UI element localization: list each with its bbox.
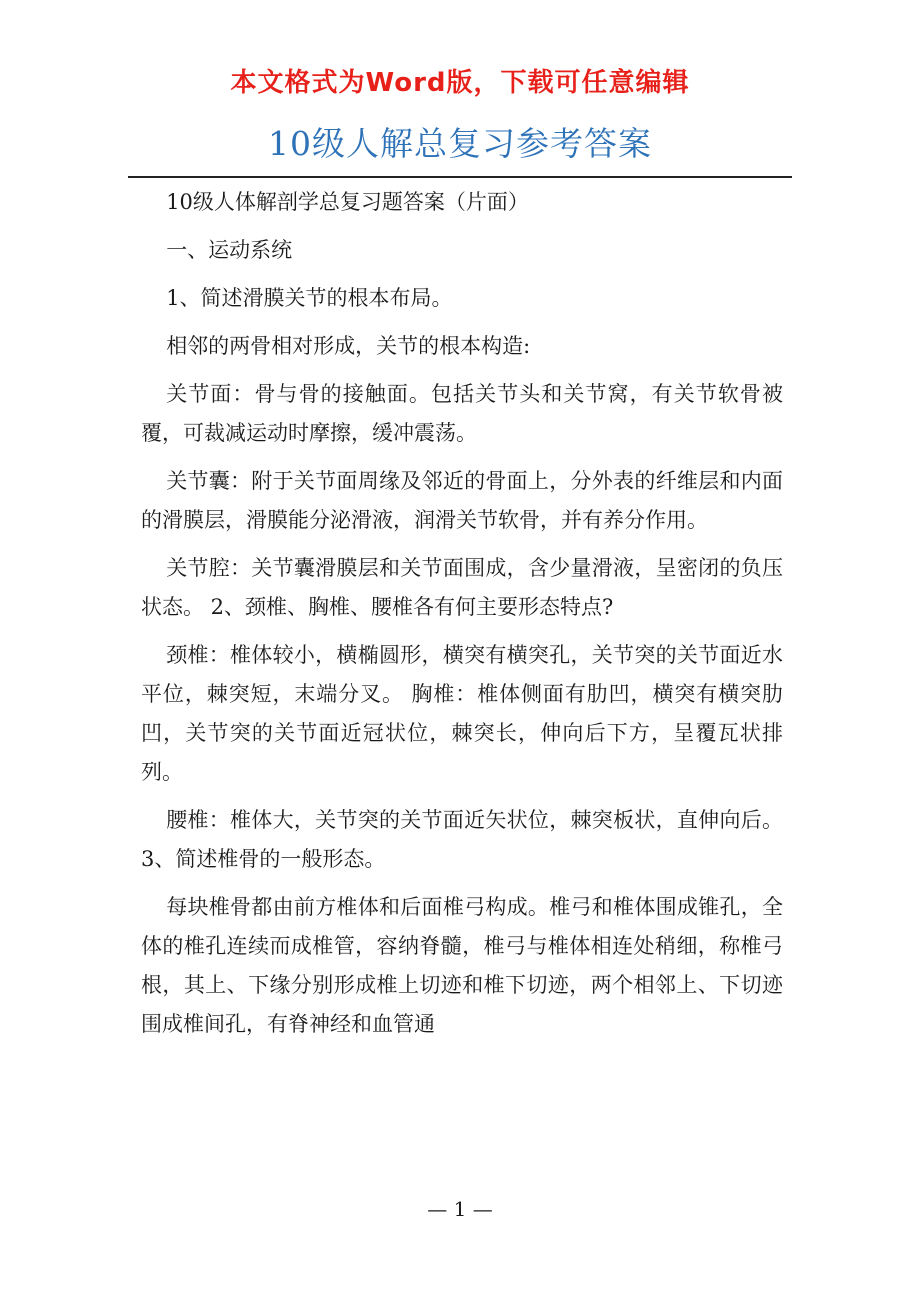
- paragraph-subtitle: 10级人体解剖学总复习题答案（片面）: [166, 190, 529, 214]
- document-body: [141, 183, 783, 1053]
- paragraph-joint-capsule: 关节囊：附于关节面周缘及邻近的骨面上，分外表的纤维层和内面的滑膜层，滑膜能分泌滑液，润滑关节软骨，并有养分作用。: [141, 469, 783, 532]
- paragraph-vertebra-form: 每块椎骨都由前方椎体和后面椎弓构成。椎弓和椎体围成锥孔，全体的椎孔连续而成椎管，容纳脊髓，椎弓与椎体相连处稍细，称椎弓根，其上、下缘分别形成椎上切迹和椎下切迹，两个相邻上、下切迹围成椎间孔，有脊神经和血管通: [141, 895, 783, 1036]
- paragraph-joint-cavity: 关节腔：关节囊滑膜层和关节面围成，含少量滑液，呈密闭的负压状态。 2、颈椎、胸椎、腰椎各有何主要形态特点?: [141, 556, 783, 619]
- paragraph-articular-surface: 关节面：骨与骨的接触面。包括关节头和关节窝，有关节软骨被覆，可裁减运动时摩擦，缓冲震荡。: [141, 382, 783, 445]
- paragraph-answer-intro: 相邻的两骨相对形成，关节的根本构造:: [166, 334, 531, 358]
- title-divider: [128, 176, 792, 178]
- paragraph-cervical-thoracic: 颈椎：椎体较小，横椭圆形，横突有横突孔，关节突的关节面近水平位，棘突短，末端分叉。 胸椎：椎体侧面有肋凹，横突有横突肋凹，关节突的关节面近冠状位，棘突长，伸向后下方，呈覆瓦状排列。: [141, 643, 783, 784]
- paragraph-lumbar: 腰椎：椎体大，关节突的关节面近矢状位，棘突板状，直伸向后。 3、简述椎骨的一般形态。: [141, 808, 783, 871]
- paragraph-section-heading: 一、运动系统: [166, 238, 293, 262]
- download-banner: 本文格式为Word版，下载可任意编辑: [230, 68, 690, 98]
- page-number: — 1 —: [427, 1197, 493, 1221]
- document-title: 10级人解总复习参考答案: [268, 124, 652, 163]
- paragraph-question-1: 1、简述滑膜关节的根本布局。: [166, 286, 453, 310]
